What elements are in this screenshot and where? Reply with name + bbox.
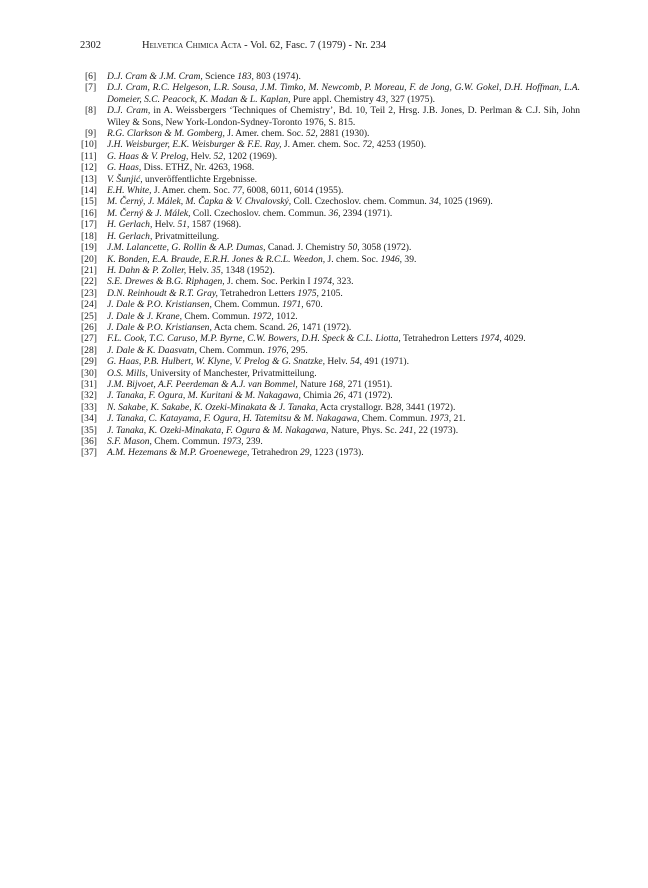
reference-italic-segment: J. Dale & P.O. Kristiansen,	[107, 321, 212, 333]
reference-italic-segment: O.S. Mills,	[107, 367, 148, 379]
reference-number: [10]	[81, 139, 97, 151]
reference-item	[81, 390, 580, 402]
reference-italic-segment: J.M. Bijvoet, A.F. Peerdeman & A.J. van Bommel,	[107, 378, 298, 390]
reference-text	[107, 379, 392, 390]
reference-italic-segment: 1972,	[252, 310, 274, 322]
reference-segment: 670.	[303, 299, 323, 311]
reference-number: [26]	[81, 321, 97, 333]
reference-number: [18]	[81, 230, 97, 242]
reference-number: [16]	[81, 207, 97, 219]
reference-segment: 471 (1972).	[345, 390, 393, 402]
reference-segment: 1348 (1952).	[223, 264, 275, 276]
reference-segment: Privatmitteilung.	[152, 230, 220, 242]
reference-segment: Chem. Commun.	[151, 436, 223, 447]
reference-italic-segment: 1974,	[480, 333, 502, 345]
journal-info	[142, 39, 386, 53]
reference-text	[107, 208, 392, 219]
reference-number: [32]	[81, 390, 97, 402]
reference-italic-segment: D.J. Cram, R.C. Helgeson, L.R. Sousa, J.M. Timko, M. Newcomb, P. Moreau, F. de Jong, G.W. Gokel, D.H. Hoffman, L.A. Domeier, S.C. Peacock, K. Madan & L. Kaplan,	[107, 82, 580, 105]
reference-item	[81, 299, 580, 311]
reference-segment: Helv.	[324, 356, 351, 368]
reference-number: [37]	[81, 447, 97, 459]
reference-italic-segment: 26,	[333, 390, 346, 402]
reference-item	[81, 207, 580, 219]
journal-issue: - Vol. 62, Fasc. 7 (1979) - Nr. 234	[241, 40, 387, 51]
reference-text	[107, 219, 241, 230]
reference-number: [29]	[81, 356, 97, 368]
reference-segment: 1202 (1969).	[225, 150, 278, 162]
reference-number: [8]	[85, 105, 97, 117]
reference-item	[81, 287, 580, 299]
reference-number: [34]	[81, 413, 97, 425]
reference-segment: 1223 (1973).	[311, 447, 364, 459]
reference-text	[107, 390, 393, 401]
reference-segment: Diss. ETHZ, Nr. 4263, 1968.	[141, 162, 255, 174]
reference-italic-segment: D.J. Cram & J.M. Cram,	[107, 71, 203, 82]
reference-italic-segment: R.G. Clarkson & M. Gomberg,	[107, 128, 225, 140]
reference-segment: J. Amer. chem. Soc.	[281, 139, 363, 151]
reference-text	[107, 196, 493, 207]
reference-segment: 1471 (1972).	[299, 321, 352, 333]
reference-segment: Helv.	[152, 219, 178, 231]
reference-item	[81, 344, 580, 356]
reference-number: [28]	[81, 344, 97, 356]
reference-segment: Acta crystallogr. B	[317, 401, 392, 413]
reference-number: [21]	[81, 264, 97, 276]
reference-italic-segment: 52,	[213, 150, 226, 162]
reference-italic-segment: F.L. Cook, T.C. Caruso, M.P. Byrne, C.W. Bowers, D.H. Speck & C.L. Liotta,	[107, 333, 401, 345]
reference-item	[81, 378, 580, 390]
reference-italic-segment: D.J. Cram,	[107, 105, 151, 117]
reference-segment: Nature	[297, 378, 329, 390]
reference-item	[81, 185, 580, 197]
reference-item	[81, 356, 580, 368]
reference-text	[107, 162, 254, 173]
reference-number: [9]	[85, 128, 97, 140]
reference-italic-segment: J. Tanaka, K. Ozeki-Minakata, F. Ogura & M. Nakagawa,	[107, 424, 329, 436]
reference-number: [7]	[85, 82, 97, 94]
reference-text	[107, 128, 369, 139]
reference-segment: Tetrahedron Letters	[400, 333, 481, 345]
reference-segment: 239.	[243, 436, 263, 447]
reference-segment: 1012.	[273, 310, 298, 322]
reference-segment: 2881 (1930).	[317, 128, 370, 140]
reference-number: [22]	[81, 276, 97, 288]
reference-italic-segment: 1973,	[222, 436, 244, 447]
reference-number: [30]	[81, 367, 97, 379]
reference-item	[85, 105, 580, 128]
reference-italic-segment: G. Haas & V. Prelog,	[107, 150, 189, 162]
reference-number: [13]	[81, 173, 97, 185]
reference-text	[107, 231, 219, 242]
reference-list	[81, 71, 580, 459]
reference-italic-segment: J. Tanaka, C. Katayama, F. Ogura, H. Tatemitsu & M. Nakagawa,	[107, 413, 360, 425]
reference-item	[81, 219, 580, 231]
reference-italic-segment: 168,	[328, 378, 346, 390]
reference-number: [35]	[81, 424, 97, 436]
reference-segment: 295.	[288, 344, 308, 356]
reference-italic-segment: 1973,	[429, 413, 452, 425]
reference-number: [20]	[81, 253, 97, 265]
reference-italic-segment: G. Haas, P.B. Hulbert, W. Klyne, V. Prelog & G. Snatzke,	[107, 356, 325, 368]
reference-text	[107, 242, 411, 253]
reference-italic-segment: 72,	[362, 139, 375, 151]
reference-segment: 2105.	[318, 287, 343, 299]
reference-segment: 3441 (1972).	[403, 401, 456, 413]
reference-text	[107, 322, 351, 333]
reference-italic-segment: J. Dale & P.O. Kristiansen,	[107, 299, 212, 311]
reference-italic-segment: S.F. Mason,	[107, 436, 152, 447]
reference-segment: Tetrahedron Letters	[217, 287, 298, 299]
reference-italic-segment: 1974,	[312, 276, 335, 288]
reference-number: [33]	[81, 401, 97, 413]
reference-text	[107, 254, 416, 265]
reference-text	[107, 185, 343, 196]
reference-number: [19]	[81, 242, 97, 254]
reference-italic-segment: 50,	[347, 242, 360, 254]
reference-segment: Chem. Commun.	[359, 413, 430, 425]
reference-segment: Nature, Phys. Sc.	[328, 424, 400, 436]
reference-item	[81, 401, 580, 413]
reference-italic-segment: J.M. Lalancette, G. Rollin & A.P. Dumas,	[107, 242, 266, 254]
reference-segment: 271 (1951).	[345, 378, 393, 390]
reference-segment: 2394 (1971).	[340, 207, 393, 219]
reference-item	[85, 71, 580, 82]
reference-item	[81, 321, 580, 333]
reference-segment: 22 (1973).	[415, 424, 459, 436]
reference-text	[107, 413, 465, 424]
reference-item	[81, 173, 580, 185]
reference-text	[107, 311, 298, 322]
reference-segment: J. Amer. chem. Soc.	[224, 128, 306, 140]
reference-italic-segment: 26,	[287, 321, 300, 333]
reference-italic-segment: J.H. Weisburger, E.K. Weisburger & F.E. Ray,	[107, 139, 282, 151]
page-number: 2302	[80, 40, 101, 51]
reference-italic-segment: A.M. Hezemans & M.P. Groenewege,	[107, 447, 250, 459]
reference-segment: J. chem. Soc. Perkin I	[224, 276, 313, 288]
reference-italic-segment: J. Dale & K. Daasvatn,	[107, 344, 197, 356]
reference-segment: Coll. Czechoslov. chem. Commun.	[291, 196, 430, 208]
reference-number: [24]	[81, 299, 97, 311]
reference-segment: J. Amer. chem. Soc.	[151, 185, 233, 197]
reference-item	[81, 139, 580, 151]
reference-item	[81, 196, 580, 208]
reference-italic-segment: 52,	[305, 128, 318, 140]
reference-item	[81, 276, 580, 288]
reference-italic-segment: M. Černý & J. Málek,	[107, 207, 191, 219]
reference-segment: 491 (1971).	[362, 356, 409, 368]
reference-italic-segment: S.E. Drewes & B.G. Riphagen,	[107, 276, 225, 288]
reference-segment: 327 (1975).	[388, 93, 436, 105]
reference-italic-segment: H. Gerlach,	[107, 219, 153, 231]
reference-italic-segment: G. Haas,	[107, 162, 142, 174]
reference-text	[107, 151, 277, 162]
reference-italic-segment: N. Sakabe, K. Sakabe, K. Ozeki-Minakata & J. Tanaka,	[107, 401, 318, 413]
reference-italic-segment: 1946,	[380, 253, 403, 265]
reference-number: [36]	[81, 436, 97, 447]
reference-item	[81, 150, 580, 162]
reference-segment: 1587 (1968).	[189, 219, 242, 231]
journal-name: Helvetica Chimica Acta	[142, 40, 242, 51]
reference-segment: Chimia	[300, 390, 334, 402]
reference-text	[107, 402, 455, 413]
reference-item	[81, 424, 580, 436]
reference-number: [17]	[81, 219, 97, 231]
reference-italic-segment: V. Šunjić,	[107, 173, 143, 185]
reference-segment: Chem. Commun.	[211, 299, 283, 311]
reference-italic-segment: 54,	[350, 356, 363, 368]
reference-segment: 4029.	[501, 333, 526, 345]
reference-italic-segment: 29,	[299, 447, 312, 459]
reference-item	[81, 367, 580, 379]
reference-number: [15]	[81, 196, 97, 208]
reference-segment: Helv.	[188, 150, 214, 162]
reference-segment: 4253 (1950).	[374, 139, 427, 151]
reference-text	[107, 425, 458, 436]
reference-item	[85, 128, 580, 139]
reference-segment: University of Manchester, Privatmitteilung.	[147, 367, 317, 379]
reference-number: [27]	[81, 333, 97, 345]
reference-segment: Tetrahedron	[249, 447, 300, 459]
reference-italic-segment: 51,	[177, 219, 190, 231]
reference-item	[85, 82, 580, 105]
reference-text	[107, 368, 317, 379]
reference-segment: 803 (1974).	[253, 71, 301, 82]
reference-segment: Canad. J. Chemistry	[265, 242, 348, 254]
reference-italic-segment: 1976,	[267, 344, 289, 356]
reference-segment: 6008, 6011, 6014 (1955).	[244, 185, 344, 197]
reference-text	[107, 265, 275, 276]
reference-text	[107, 82, 580, 104]
reference-segment: Pure appl. Chemistry	[290, 93, 377, 105]
reference-segment: Chem. Commun.	[182, 310, 253, 322]
reference-text	[107, 288, 343, 299]
reference-item	[81, 242, 580, 254]
reference-italic-segment: H. Dahn & P. Zoller,	[107, 264, 187, 276]
reference-item	[81, 310, 580, 322]
reference-number: [11]	[81, 150, 97, 162]
reference-text	[107, 71, 301, 82]
reference-text	[107, 447, 364, 458]
reference-italic-segment: K. Bonden, E.A. Braude, E.R.H. Jones & R.C.L. Weedon,	[107, 253, 326, 265]
reference-text	[107, 276, 354, 287]
reference-text	[107, 105, 580, 127]
reference-segment: in A. Weissbergers ‘Techniques of Chemistry’, Bd. 10, Teil 2, Hrsg. J.B. Jones, D. Perlman & C.J. Sih, John Wiley & Sons, New York-London-Sydney-Toronto 1976, S. 815.	[107, 105, 580, 128]
reference-item	[81, 413, 580, 425]
reference-segment: 323.	[334, 276, 354, 288]
reference-text	[107, 174, 257, 185]
reference-text	[107, 356, 409, 367]
reference-italic-segment: 241,	[399, 424, 416, 436]
reference-segment: Helv.	[186, 264, 212, 276]
reference-number: [25]	[81, 310, 97, 322]
reference-italic-segment: M. Černý, J. Málek, M. Čapka & V. Chvalovský,	[107, 196, 292, 208]
reference-italic-segment: 1971,	[282, 299, 304, 311]
reference-text	[107, 299, 323, 310]
reference-italic-segment: 77,	[232, 185, 245, 197]
reference-text	[107, 139, 426, 150]
reference-number: [12]	[81, 162, 97, 174]
reference-italic-segment: J. Tanaka, F. Ogura, M. Kuritani & M. Nakagawa,	[107, 390, 301, 402]
reference-number: [14]	[81, 185, 97, 197]
reference-italic-segment: 35,	[211, 264, 224, 276]
reference-number: [6]	[85, 71, 97, 82]
reference-segment: 39.	[402, 253, 417, 265]
reference-item	[81, 230, 580, 242]
reference-segment: Chem. Commun.	[196, 344, 268, 356]
reference-item	[81, 436, 580, 447]
reference-italic-segment: 1975,	[297, 287, 319, 299]
reference-segment: 1025 (1969).	[441, 196, 493, 208]
reference-text	[107, 436, 263, 447]
reference-text	[107, 333, 526, 344]
reference-segment: Science	[202, 71, 238, 82]
reference-segment: J. chem. Soc.	[325, 253, 381, 265]
reference-segment: 21.	[451, 413, 466, 425]
reference-italic-segment: E.H. White,	[107, 185, 152, 197]
reference-italic-segment: 36,	[328, 207, 341, 219]
reference-italic-segment: 43,	[376, 93, 389, 105]
reference-number: [31]	[81, 378, 97, 390]
reference-segment: Acta chem. Scand.	[211, 321, 288, 333]
reference-segment: Coll. Czechoslov. chem. Commun.	[190, 207, 329, 219]
reference-item	[81, 333, 580, 345]
reference-segment: unveröffentlichte Ergebnisse.	[142, 173, 258, 185]
reference-italic-segment: D.N. Reinhoudt & R.T. Gray,	[107, 287, 218, 299]
reference-item	[81, 447, 580, 459]
reference-italic-segment: 28,	[391, 401, 404, 413]
reference-italic-segment: 183,	[237, 71, 254, 82]
reference-italic-segment: 34,	[429, 196, 442, 208]
reference-item	[81, 264, 580, 276]
reference-number: [23]	[81, 287, 97, 299]
reference-item	[81, 162, 580, 174]
reference-item	[81, 253, 580, 265]
reference-italic-segment: H. Gerlach,	[107, 230, 153, 242]
reference-segment: 3058 (1972).	[359, 242, 412, 254]
reference-italic-segment: J. Dale & J. Krane,	[107, 310, 183, 322]
reference-text	[107, 345, 308, 356]
